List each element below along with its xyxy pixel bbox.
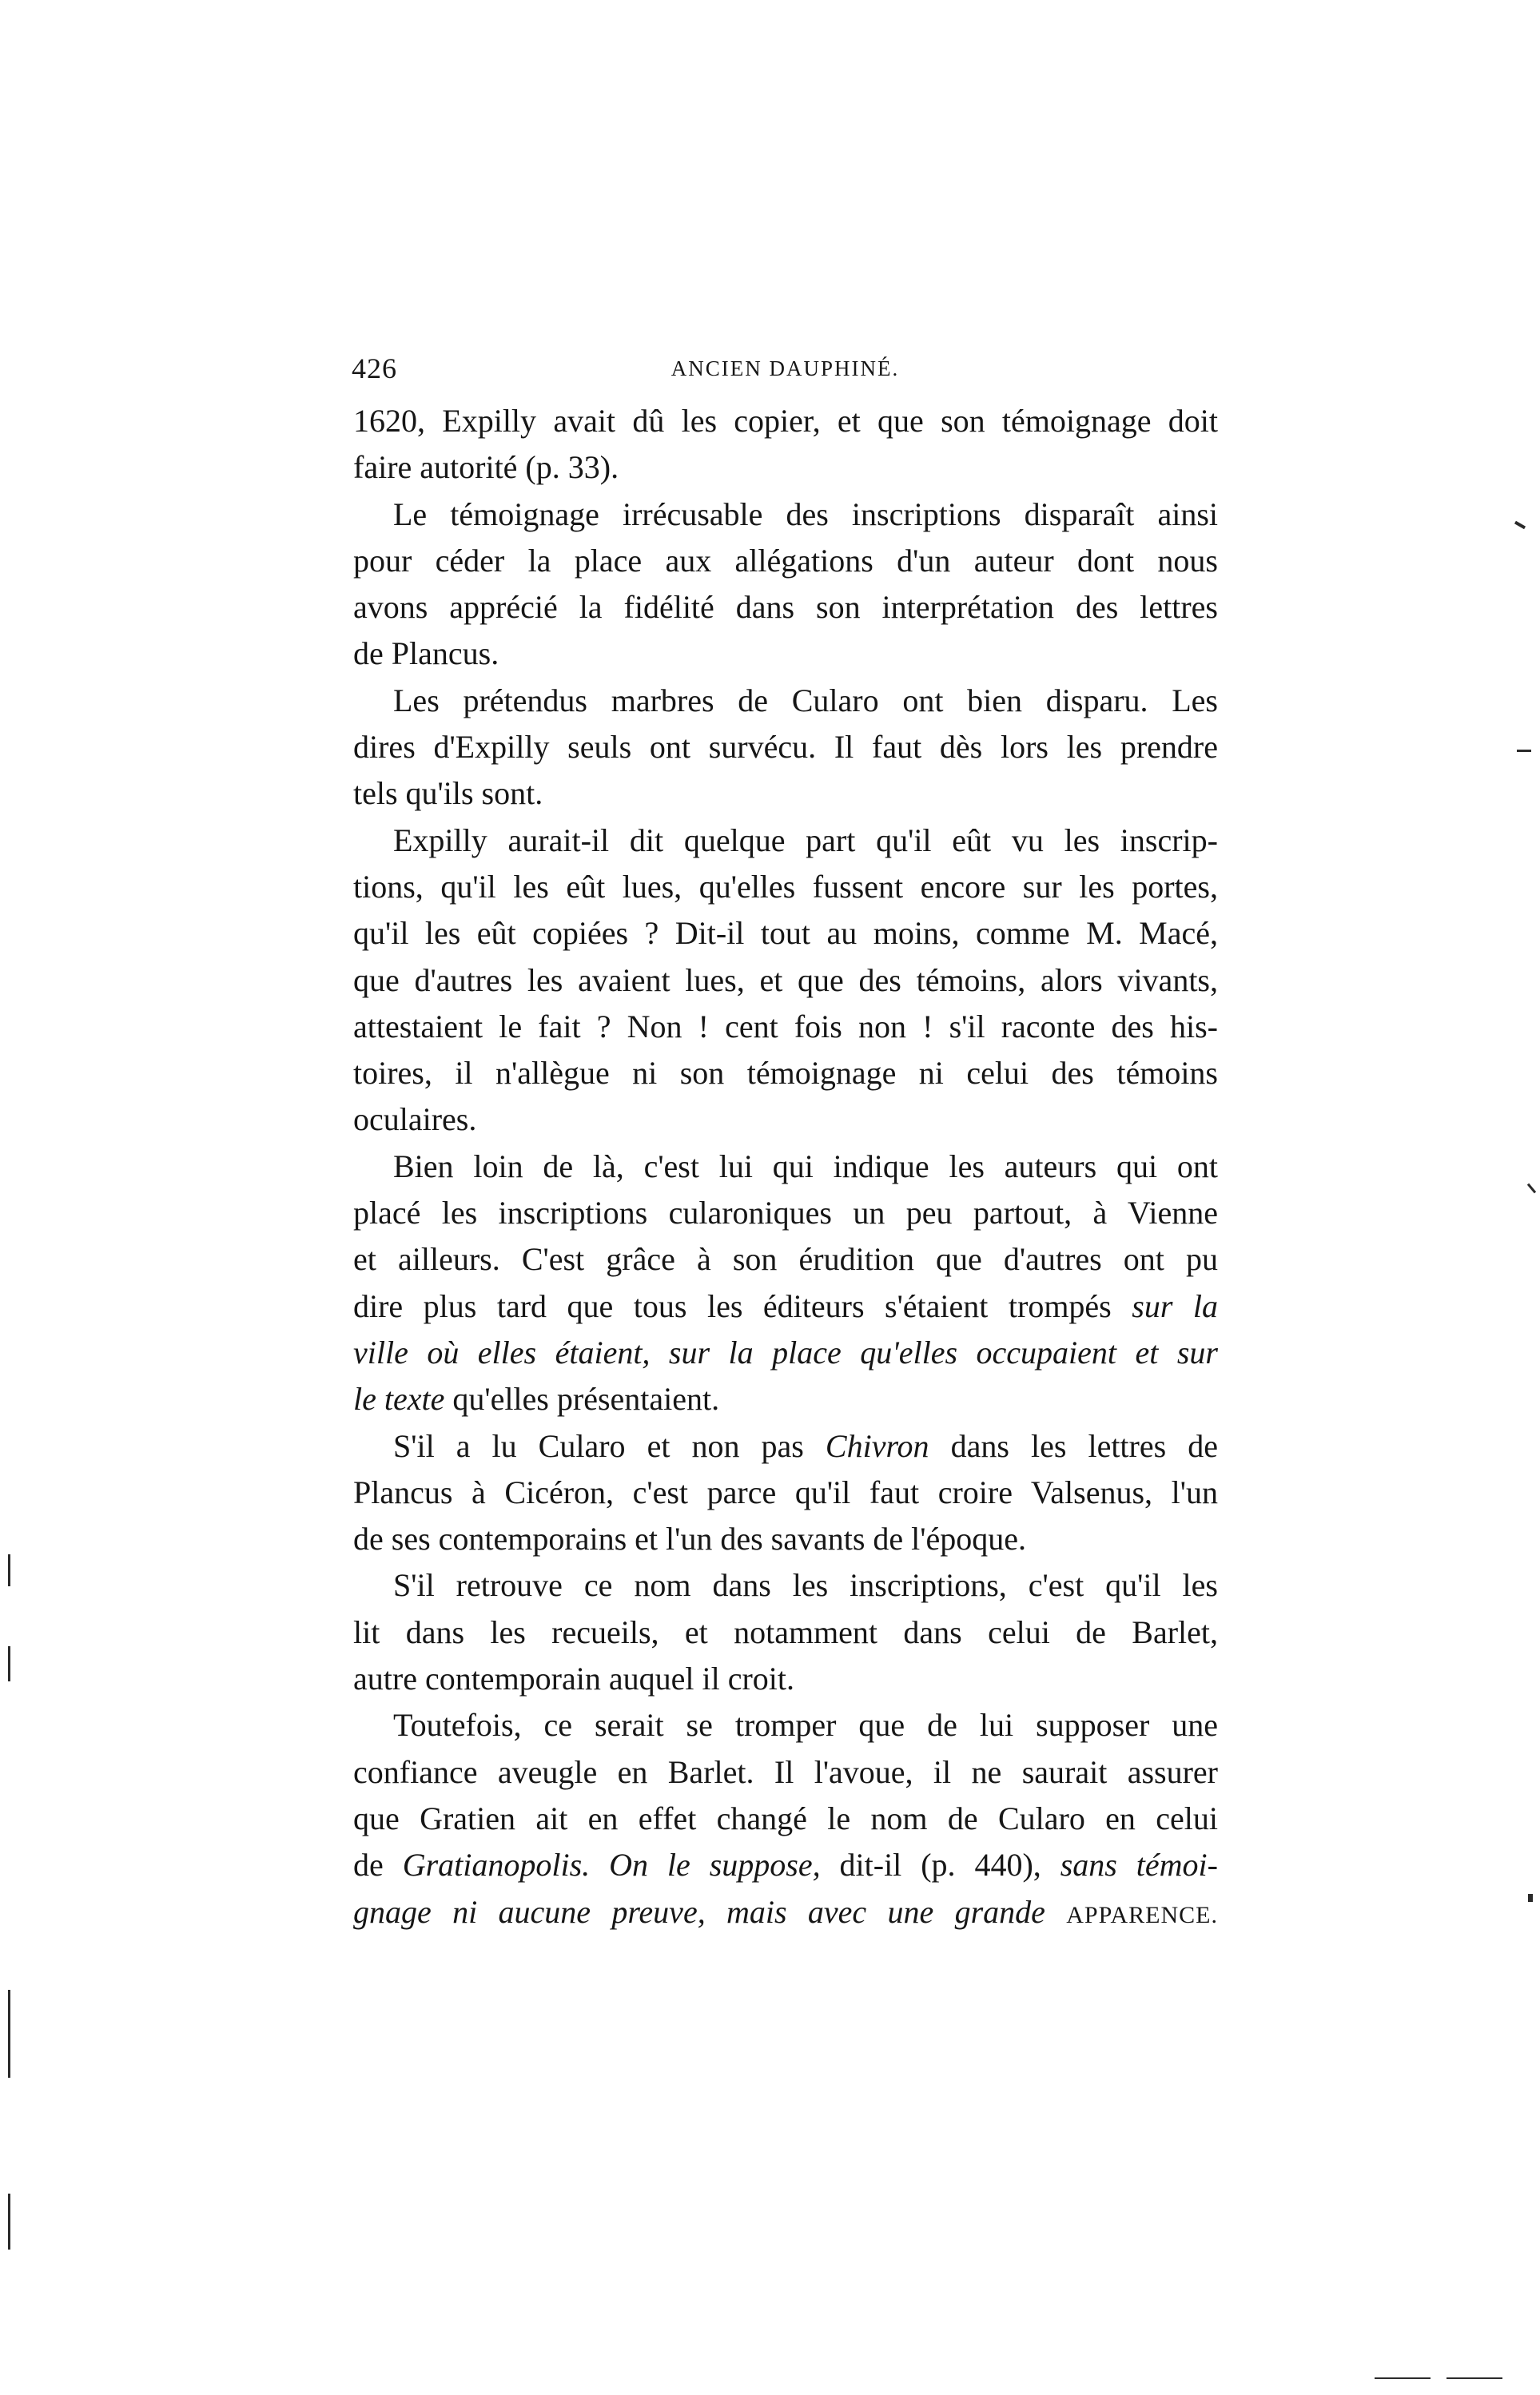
text-segment: de ses contemporains et l'un des savants de l'époque. xyxy=(353,1521,1026,1558)
text-line xyxy=(353,678,1218,724)
text-line xyxy=(353,1050,1218,1096)
text-line xyxy=(353,1889,1218,1935)
text-line xyxy=(353,1796,1218,1842)
text-line xyxy=(353,1562,1218,1609)
text-segment: 1620, Expilly avait dû les copier, et que son témoignage doit xyxy=(353,403,1218,439)
text-line xyxy=(353,538,1218,584)
text-segment: toires, il n'allègue ni son témoignage ni celui des témoins xyxy=(353,1055,1218,1092)
italic-text: ville où elles étaient, sur la place qu'elles occupaient et sur xyxy=(353,1334,1218,1371)
margin-mark xyxy=(8,1990,10,2078)
text-line xyxy=(353,724,1218,770)
margin-mark xyxy=(1446,2377,1502,2379)
text-segment: Bien loin de là, c'est lui qui indique les auteurs qui ont xyxy=(393,1148,1218,1184)
text-segment: de Plancus. xyxy=(353,635,499,672)
text-line xyxy=(353,957,1218,1004)
text-segment: S'il retrouve ce nom dans les inscriptions, c'est qu'il les xyxy=(393,1567,1218,1604)
text-line xyxy=(353,818,1218,864)
text-segment: oculaires. xyxy=(353,1101,477,1138)
text-segment: attestaient le fait ? Non ! cent fois non ! s'il raconte des his- xyxy=(353,1008,1218,1044)
italic-text: sans témoi- xyxy=(1060,1847,1218,1884)
text-line xyxy=(353,1656,1218,1702)
text-line xyxy=(353,1236,1218,1283)
text-line xyxy=(353,1842,1218,1888)
text-segment: que d'autres les avaient lues, et que des témoins, alors vivants, xyxy=(353,961,1218,998)
text-line xyxy=(353,1004,1218,1050)
text-segment: Toutefois, ce serait se tromper que de lui supposer une xyxy=(393,1707,1218,1744)
text-line xyxy=(353,1096,1218,1143)
text-segment: dit-il (p. 440), xyxy=(820,1847,1060,1884)
margin-mark xyxy=(1527,1184,1536,1194)
text-segment: Les prétendus marbres de Cularo ont bien disparu. Les xyxy=(393,682,1218,718)
text-segment: qu'il les eût copiées ? Dit-il tout au moins, comme M. Macé, xyxy=(353,915,1218,952)
text-segment: Plancus à Cicéron, c'est parce qu'il faut croire Valsenus, l'un xyxy=(353,1474,1218,1510)
text-segment: lit dans les recueils, et notamment dans celui de Barlet, xyxy=(353,1613,1218,1650)
text-segment: dires d'Expilly seuls ont survécu. Il faut dès lors les prendre xyxy=(353,729,1218,766)
text-line xyxy=(353,910,1218,957)
text-line xyxy=(353,1283,1218,1330)
text-segment: faire autorité (p. 33). xyxy=(353,449,619,486)
text-line xyxy=(353,491,1218,538)
text-segment: autre contemporain auquel il croit. xyxy=(353,1661,795,1697)
text-line xyxy=(353,1702,1218,1749)
text-line xyxy=(353,1516,1218,1562)
text-segment: dans les lettres de xyxy=(929,1427,1218,1464)
body-text xyxy=(353,398,1218,1935)
page-number: 426 xyxy=(352,352,397,384)
text-segment xyxy=(1045,1894,1066,1930)
text-line xyxy=(353,1470,1218,1516)
text-segment: tels qu'ils sont. xyxy=(353,775,543,812)
text-segment: et ailleurs. C'est grâce à son érudition que d'autres ont pu xyxy=(353,1241,1218,1278)
margin-mark xyxy=(1375,2377,1431,2379)
text-segment: avons apprécié la fidélité dans son interprétation des lettres xyxy=(353,589,1218,626)
margin-mark xyxy=(8,1554,10,1586)
text-segment: Le témoignage irrécusable des inscriptions disparaît ainsi xyxy=(393,495,1218,532)
page-header xyxy=(352,352,1219,392)
text-line xyxy=(353,864,1218,910)
text-segment: pour céder la place aux allégations d'un auteur dont nous xyxy=(353,542,1218,579)
text-line xyxy=(353,1749,1218,1796)
text-line xyxy=(353,584,1218,631)
italic-text: Gratianopolis. On le suppose, xyxy=(402,1847,821,1884)
running-head: ANCIEN DAUPHINÉ. xyxy=(671,356,900,380)
text-line xyxy=(353,1609,1218,1656)
italic-text: gnage ni aucune preuve, mais avec une grande xyxy=(353,1893,1045,1930)
text-line xyxy=(353,398,1218,444)
text-line xyxy=(353,1423,1218,1470)
text-segment: placé les inscriptions cularoniques un peu partout, à Vienne xyxy=(353,1195,1218,1231)
margin-mark xyxy=(8,2194,10,2250)
italic-text: sur la xyxy=(1132,1287,1218,1324)
italic-text: le texte xyxy=(353,1381,445,1418)
text-line xyxy=(353,444,1218,491)
margin-mark xyxy=(1514,521,1526,529)
margin-mark xyxy=(1517,750,1531,752)
text-segment: tions, qu'il les eût lues, qu'elles fussent encore sur les portes, xyxy=(353,868,1218,905)
text-segment: que Gratien ait en effet changé le nom de Cularo en celui xyxy=(353,1800,1218,1836)
text-line xyxy=(353,1330,1218,1376)
small-caps-text: APPARENCE. xyxy=(1066,1901,1218,1928)
text-segment: qu'elles présentaient. xyxy=(444,1381,720,1418)
text-segment: Expilly aurait-il dit quelque part qu'il eût vu les inscrip- xyxy=(393,822,1218,858)
text-line xyxy=(353,1144,1218,1190)
text-segment: confiance aveugle en Barlet. Il l'avoue, il ne saurait assurer xyxy=(353,1753,1218,1790)
margin-mark xyxy=(1528,1894,1533,1902)
margin-mark xyxy=(8,1646,10,1681)
text-segment: de xyxy=(353,1847,403,1884)
text-segment: dire plus tard que tous les éditeurs s'étaient trompés xyxy=(353,1287,1132,1324)
text-line xyxy=(353,1376,1218,1422)
text-line xyxy=(353,770,1218,817)
text-segment: S'il a lu Cularo et non pas xyxy=(393,1427,826,1464)
text-line xyxy=(353,631,1218,677)
text-line xyxy=(353,1190,1218,1236)
italic-text: Chivron xyxy=(825,1427,929,1464)
